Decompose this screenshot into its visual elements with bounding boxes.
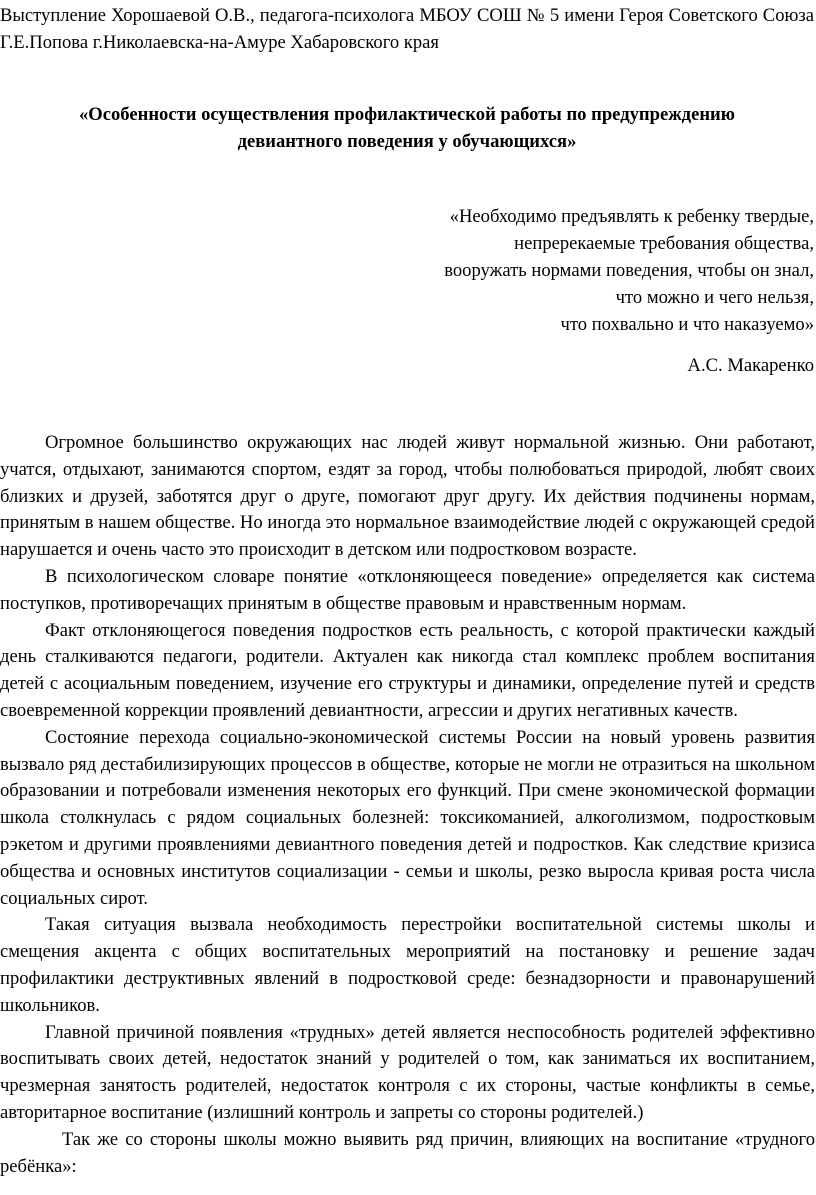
epigraph-line: вооружать нормами поведения, чтобы он знал,: [444, 260, 814, 281]
paragraph: Такая ситуация вызвала необходимость перестройки воспитательной системы школы и смещения акцента с общих воспитательных мероприятий на постановку и решение задач профилактики деструктивных явлений в подростковой среде: безнадзорности и правонарушений школьников.: [0, 914, 815, 1016]
paragraph: Огромное большинство окружающих нас людей живут нормальной жизнью. Они работают, учатся, отдыхают, занимаются спортом, ездят за город, чтобы полюбоваться природой, любят своих близких и друзей, заботятся друг о друге, помогают друг другу. Их действия подчинены нормам, принятым в нашем обществе. Но иногда это нормальное взаимодействие людей с окружающей средой нарушается и очень часто это происходит в детском или подростковом возрасте.: [0, 432, 815, 561]
epigraph-line: «Необходимо предъявлять к ребенку твердые,: [449, 206, 814, 227]
epigraph-author: А.С. Макаренко: [687, 355, 814, 376]
document-title: «Особенности осуществления профилактической работы по предупреждению девиантного поведения у обучающихся»: [79, 104, 735, 152]
epigraph-line: непререкаемые требования общества,: [514, 233, 814, 254]
paragraph: Главной причиной появления «трудных» детей является неспособность родителей эффективно воспитывать своих детей, недостаток знаний у родителей о том, как заниматься их воспитанием, чрезмерная занятость родителей, недостаток контроля с их стороны, частые конфликты в семье, авторитарное воспитание (излишний контроль и запреты со стороны родителей.): [0, 1021, 815, 1123]
epigraph-quote: [394, 203, 814, 338]
paragraph: В психологическом словаре понятие «отклоняющееся поведение» определяется как система поступков, противоречащих принятым в обществе правовым и нравственным нормам.: [0, 565, 815, 614]
epigraph-line: что похвально и что наказуемо»: [560, 314, 814, 335]
speaker-header: Выступление Хорошаевой О.В., педагога-психолога МБОУ СОШ № 5 имени Героя Советского Союза Г.Е.Попова г.Николаевска-на-Амуре Хабаровского края: [0, 5, 814, 53]
document-body: [0, 430, 815, 1180]
paragraph: Факт отклоняющегося поведения подростков есть реальность, с которой практически каждый день сталкиваются педагоги, родители. Актуален как никогда стал комплекс проблем воспитания детей с асоциальным поведением, изучение его структуры и динамики, определение путей и средств своевременной коррекции проявлений девиантности, агрессии и других негативных качеств.: [0, 619, 815, 721]
paragraph: Так же со стороны школы можно выявить ряд причин, влияющих на воспитание «трудного ребёнка»:: [0, 1128, 815, 1177]
paragraph: Состояние перехода социально-экономической системы России на новый уровень развития вызвало ряд дестабилизирующих процессов в обществе, которые не могли не отразиться на школьном образовании и потребовали изменения некоторых его функций. При смене экономической формации школа столкнулась с рядом социальных болезней: токсикоманией, алкоголизмом, подростковым рэкетом и другими проявлениями девиантного поведения детей и подростков. Как следствие кризиса общества и основных институтов социализации - семьи и школы, резко выросла кривая роста числа социальных сирот.: [0, 726, 815, 909]
epigraph-line: что можно и чего нельзя,: [615, 287, 814, 308]
